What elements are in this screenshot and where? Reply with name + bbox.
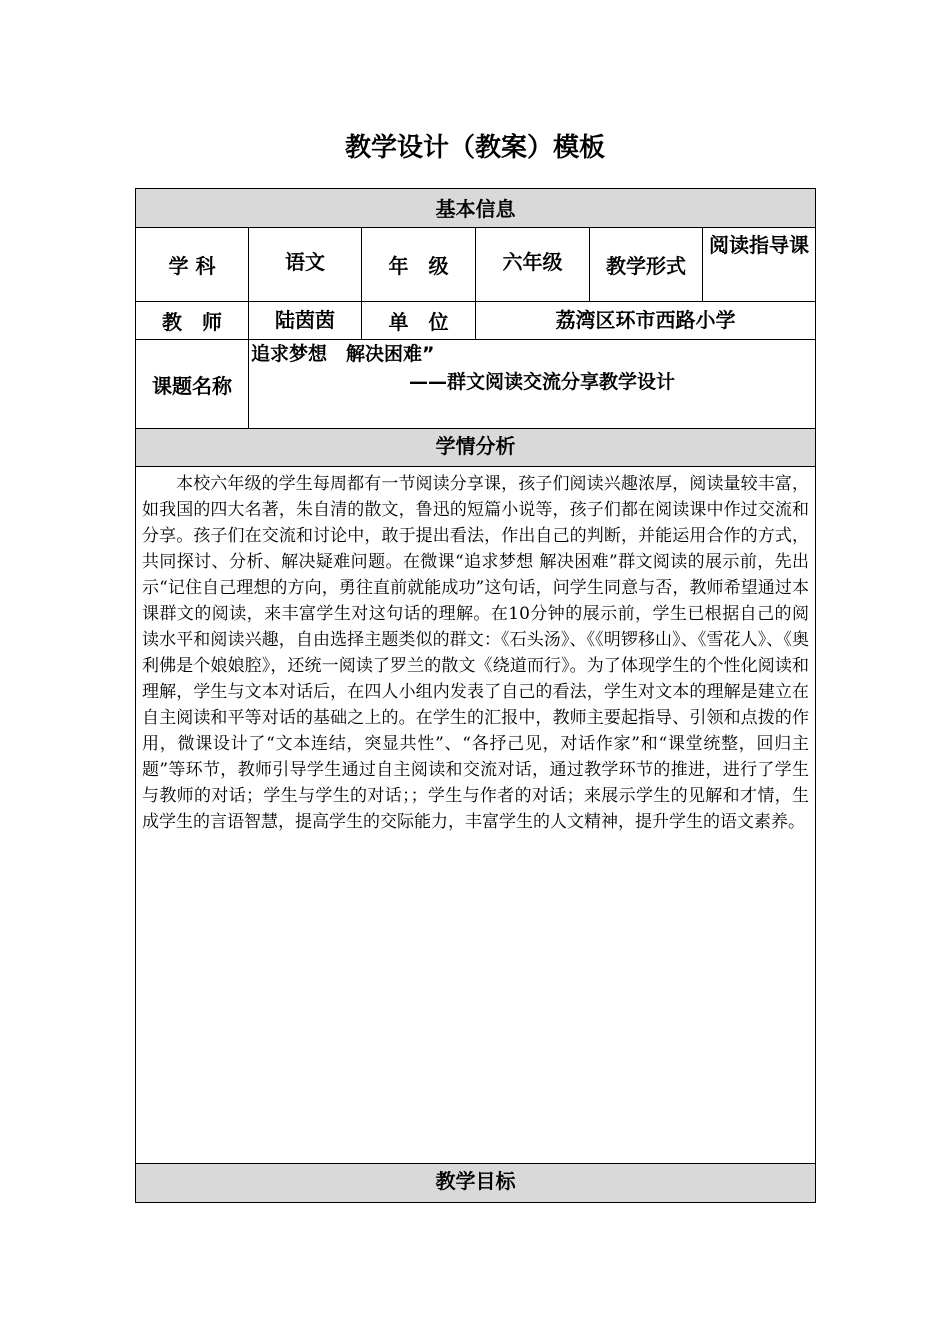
subject-value: 语文: [249, 228, 362, 302]
form-label: 教学形式: [590, 228, 703, 302]
teacher-label: 教 师: [136, 302, 249, 340]
unit-label: 单 位: [362, 302, 476, 340]
page-title: 教学设计（教案）模板: [344, 133, 605, 163]
topic-label: 课题名称: [136, 340, 249, 429]
topic-line-2: ——群文阅读交流分享教学设计: [409, 371, 676, 393]
unit-value: 荔湾区环市西路小学: [476, 302, 816, 340]
form-value: 阅读指导课: [703, 228, 816, 302]
section-basic-info: 基本信息: [136, 189, 816, 228]
grade-value: 六年级: [476, 228, 590, 302]
topic-line-1: 追求梦想 解决困难”: [251, 343, 435, 365]
analysis-cell: [136, 467, 816, 1164]
grade-label: 年 级: [362, 228, 476, 302]
section-goals: 教学目标: [136, 1164, 816, 1203]
section-analysis: 学情分析: [136, 429, 816, 467]
topic-cell: [249, 340, 816, 429]
teacher-value: 陆茵茵: [249, 302, 362, 340]
subject-label: 学 科: [136, 228, 249, 302]
analysis-paragraph: 本校六年级的学生每周都有一节阅读分享课，孩子们阅读兴趣浓厚，阅读量较丰富，如我国的四大名著，朱自清的散文，鲁迅的短篇小说等，孩子们都在阅读课中作过交流和分享。孩子们在交流和讨论中，敢于提出看法，作出自己的判断，并能运用合作的方式，共同探讨、分析、解决疑难问题。在微课“追求梦想 解决困难”群文阅读的展示前，先出示“记住自己理想的方向，勇往直前就能成功”这句话，问学生同意与否，教师希望通过本课群文的阅读，来丰富学生对这句话的理解。在10分钟的展示前，学生已根据自己的阅读水平和阅读兴趣，自由选择主题类似的群文：《石头汤》、《《明锣移山》、《雪花人》、《奥利佛是个娘娘腔》，还统一阅读了罗兰的散文《绕道而行》。为了体现学生的个性化阅读和理解，学生与文本对话后，在四人小组内发表了自己的看法，学生对文本的理解是建立在自主阅读和平等对话的基础之上的。在学生的汇报中，教师主要起指导、引领和点拨的作用，微课设计了“文本连结，突显共性”、“各抒己见，对话作家”和“课堂统整，回归主题”等环节，教师引导学生通过自主阅读和交流对话，通过教学环节的推进，进行了学生与教师的对话；学生与学生的对话；；学生与作者的对话；来展示学生的见解和才情，生成学生的言语智慧，提高学生的交际能力，丰富学生的人文精神，提升学生的语文素养。: [142, 474, 809, 832]
lesson-plan-table: [135, 188, 816, 1203]
